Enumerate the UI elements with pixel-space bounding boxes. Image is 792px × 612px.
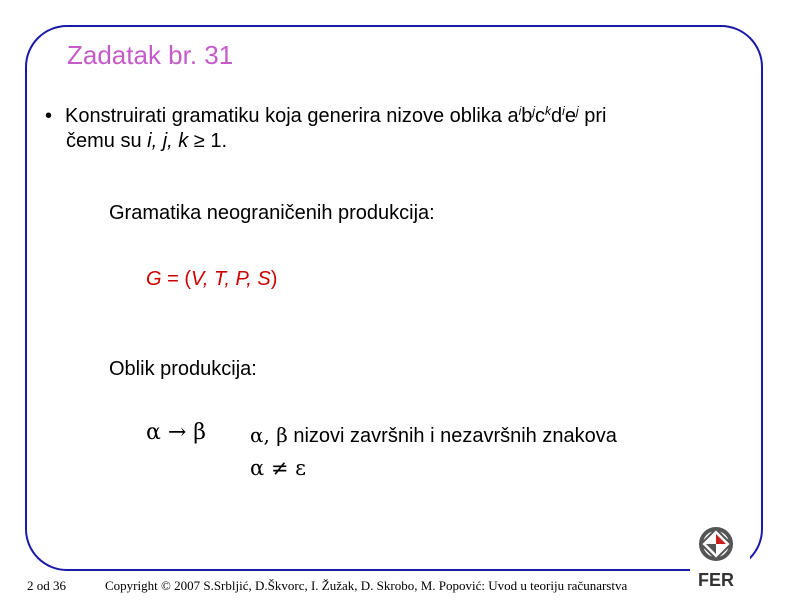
heading-grammar: Gramatika neograničenih produkcija: [109, 202, 435, 224]
copyright: Copyright © 2007 S.Srbljić, D.Škvorc, I. Žužak, D. Skrobo, M. Popović: Uvod u teoriju računarstva [105, 578, 628, 593]
exp-i-2: i [562, 104, 565, 118]
production-rule: α → β [146, 420, 206, 445]
grammar-definition [146, 268, 277, 291]
rule-desc-symbols: α, β [250, 423, 288, 447]
grammar-eq: = ( [161, 268, 192, 290]
letter-b: b [521, 105, 533, 127]
letter-e: e [564, 105, 576, 127]
exp-j: j [532, 104, 536, 118]
line2-prefix: čemu su [66, 130, 148, 152]
exp-i: i [518, 104, 522, 118]
bullet-dot-icon: • [45, 105, 53, 127]
exp-j-2: j [575, 104, 579, 118]
grammar-close: ) [270, 268, 278, 290]
line2-suffix: ≥ 1. [188, 130, 228, 152]
bullet-line-2 [66, 126, 227, 156]
rule-condition: α ≠ ε [250, 456, 307, 480]
page-number: 2 od 36 [27, 578, 66, 593]
line2-vars: i, j, k [147, 130, 189, 152]
letter-a: a [507, 105, 519, 127]
grammar-lhs: G [146, 268, 162, 290]
bullet-suffix: pri [578, 105, 607, 127]
logo-text: FER [698, 570, 734, 590]
letter-d: d [551, 105, 563, 127]
bullet-prefix: Konstruirati gramatiku koja generira nizove oblika [65, 105, 508, 127]
grammar-components: V, T, P, S [191, 268, 271, 290]
letter-c: c [535, 105, 546, 127]
heading-form: Oblik produkcija: [109, 358, 257, 380]
rule-desc-text: nizovi završnih i nezavršnih znakova [287, 425, 617, 447]
slide-title: Zadatak br. 31 [67, 40, 234, 70]
exp-k: k [545, 104, 552, 118]
rule-description [250, 423, 617, 448]
fer-logo-icon [688, 522, 744, 592]
